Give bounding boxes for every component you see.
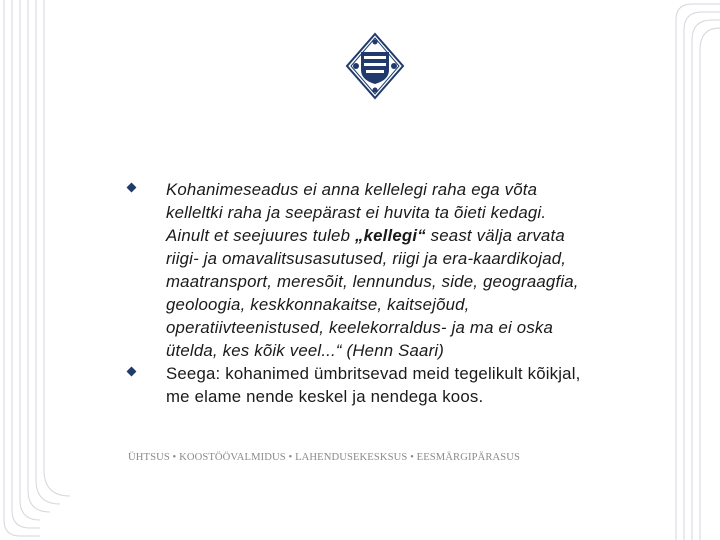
text-line: operatiivteenistused, keelekorraldus- ja ma ei oska (166, 318, 554, 337)
text-line: Seega: kohanimed ümbritsevad meid tegelikult kõikjal, (166, 364, 581, 383)
text-line: kelleltki raha ja seepärast ei huvita ta õieti kedagi. (166, 203, 547, 222)
emphasized-word: „kellegi“ (354, 226, 426, 245)
bullet-item-conclusion (126, 362, 656, 408)
coat-of-arms-emblem (345, 32, 405, 100)
diamond-bullet-icon (127, 183, 137, 193)
footer-values: ÜHTSUS • KOOSTÖÖVALMIDUS • LAHENDUSEKESKSUS • EESMÄRGIPÄRASUS (128, 452, 520, 463)
text-line: riigi- ja omavalitsusasutused, riigi ja era-kaardikojad, (166, 249, 567, 268)
text-segment: seast välja arvata (425, 226, 565, 245)
text-line: me elame nende keskel ja nendega koos. (166, 387, 484, 406)
diamond-bullet-icon (127, 367, 137, 377)
slide-content (126, 178, 656, 408)
text-segment: Ainult et seejuures tuleb (166, 226, 355, 245)
text-line (166, 224, 656, 247)
quote-text (166, 178, 656, 362)
text-line: geoloogia, keskkonnakaitse, kaitsejõud, (166, 295, 470, 314)
text-line: ütelda, kes kõik veel...“ (Henn Saari) (166, 341, 445, 360)
bullet-item-quote (126, 178, 656, 362)
text-line: maatransport, meresõit, lennundus, side, geograagfia, (166, 272, 579, 291)
conclusion-text (166, 362, 656, 408)
text-line: Kohanimeseadus ei anna kellelegi raha ega võta (166, 180, 538, 199)
